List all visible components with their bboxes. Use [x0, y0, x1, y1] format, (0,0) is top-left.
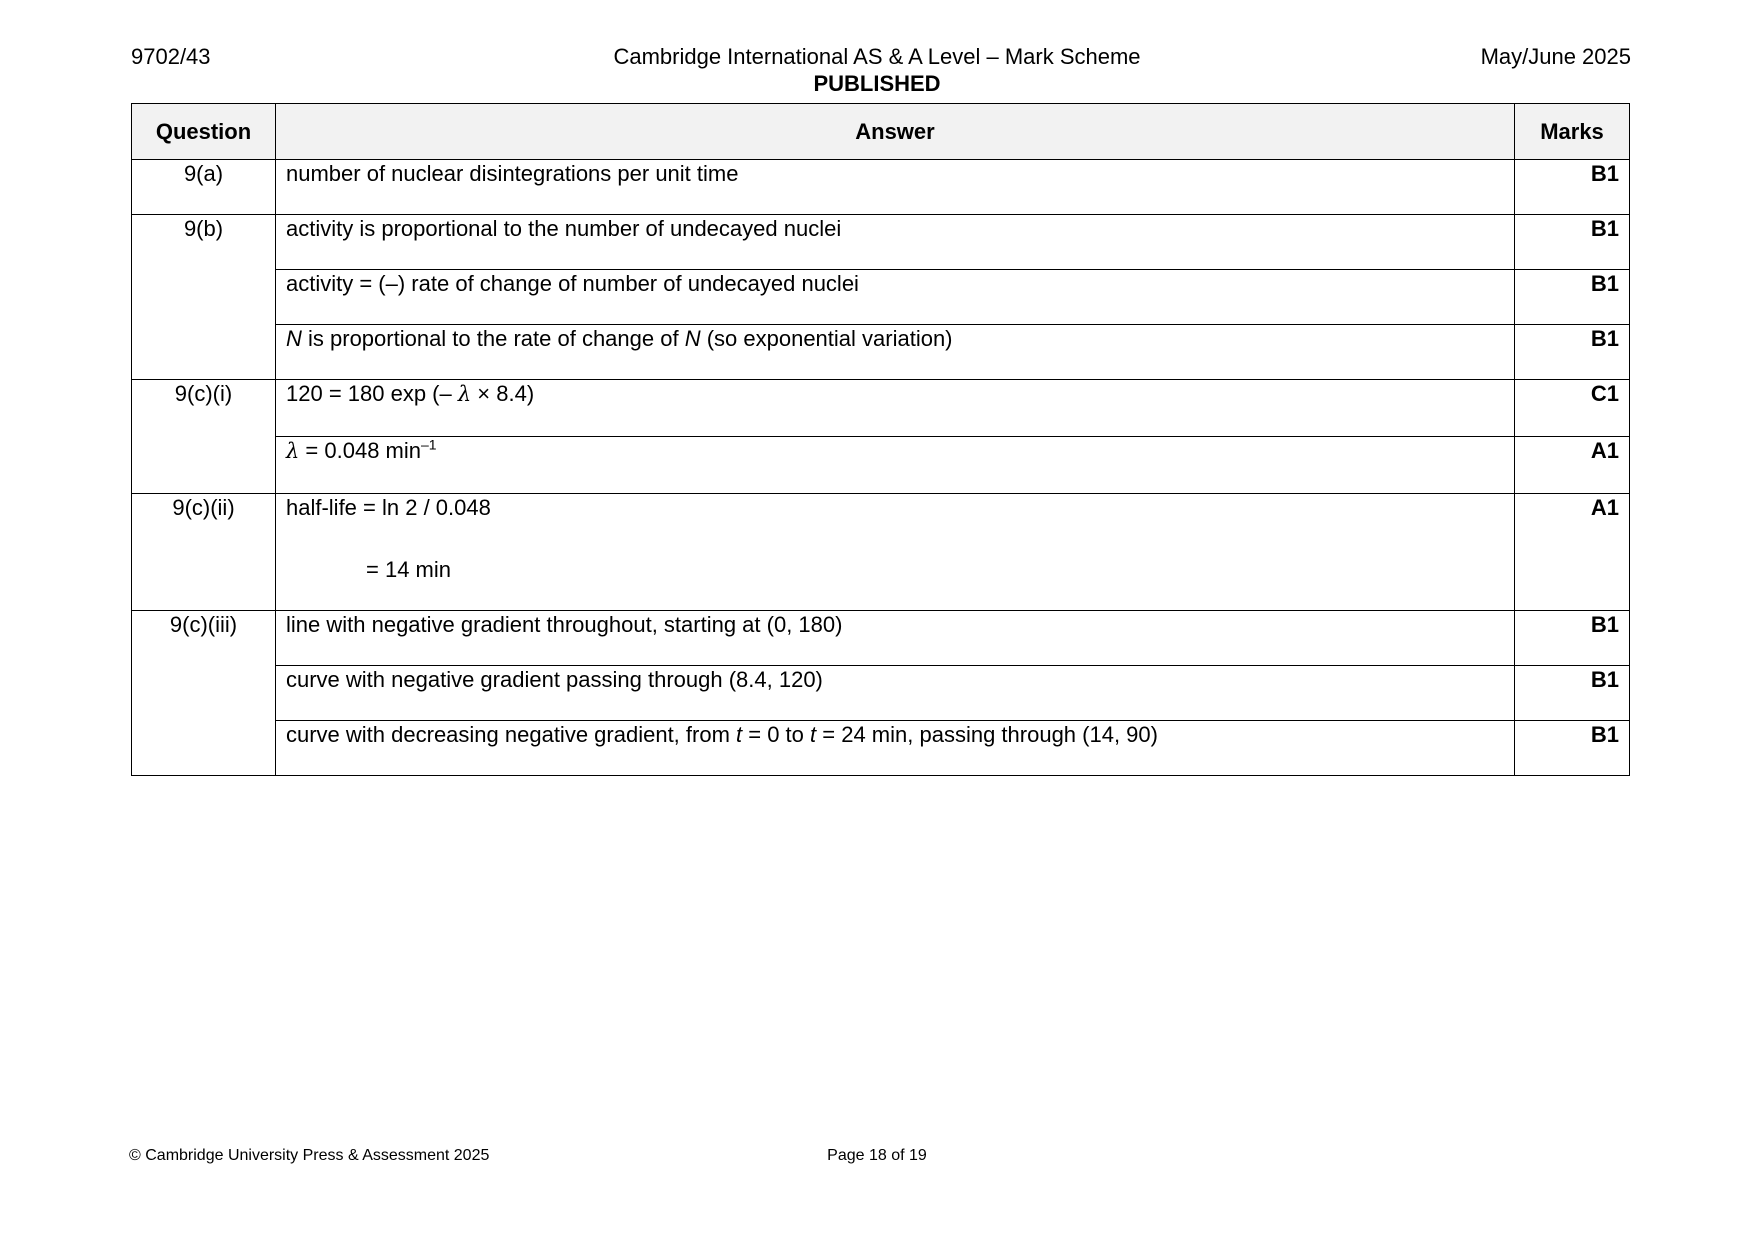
symbol-lambda: λ — [457, 382, 472, 406]
answer-text: half-life = ln 2 / 0.048 = 14 min — [276, 494, 1515, 611]
exam-session: May/June 2025 — [1480, 44, 1631, 69]
table-row — [132, 721, 1630, 776]
mark-code: B1 — [1515, 611, 1630, 666]
table-row — [132, 270, 1630, 325]
answer-result: = 14 min — [366, 557, 451, 582]
exponent: –1 — [421, 436, 437, 453]
answer-text: line with negative gradient throughout, starting at (0, 180) — [276, 611, 1515, 666]
question-number: 9(a) — [132, 160, 276, 215]
answer-text: activity is proportional to the number of undecayed nuclei — [276, 215, 1515, 270]
answer-text: activity = (–) rate of change of number of undecayed nuclei — [276, 270, 1515, 325]
question-number: 9(c)(i) — [132, 380, 276, 494]
answer-text: curve with negative gradient passing through (8.4, 120) — [276, 666, 1515, 721]
mark-code: B1 — [1515, 666, 1630, 721]
question-number: 9(c)(ii) — [132, 494, 276, 611]
mark-code: B1 — [1515, 721, 1630, 776]
table-row — [132, 380, 1630, 437]
document-title: Cambridge International AS & A Level – Mark Scheme — [613, 44, 1141, 69]
symbol-t: t — [736, 722, 743, 747]
symbol-n: N — [286, 326, 302, 351]
question-number: 9(b) — [132, 215, 276, 380]
symbol-n: N — [684, 326, 701, 351]
table-row — [132, 160, 1630, 215]
published-label: PUBLISHED — [813, 71, 941, 96]
answer-text: number of nuclear disintegrations per unit time — [276, 160, 1515, 215]
paper-code: 9702/43 — [131, 44, 211, 69]
table-row — [132, 611, 1630, 666]
answer-text: λ = 0.048 $\min^{-1}$ — [276, 437, 1515, 494]
mark-scheme-table — [131, 103, 1630, 776]
table-row — [132, 666, 1630, 721]
mark-code: C1 — [1515, 380, 1630, 437]
symbol-t: t — [810, 722, 817, 747]
mark-code: A1 — [1515, 494, 1630, 611]
table-row — [132, 325, 1630, 380]
answer-text: curve with decreasing negative gradient, from t = 0 to t = 24 min, passing through (14, 90) — [276, 721, 1515, 776]
answer-column-header: Answer — [276, 104, 1515, 160]
marks-column-header: Marks — [1515, 104, 1630, 160]
question-column-header: Question — [132, 104, 276, 160]
mark-code: B1 — [1515, 215, 1630, 270]
mark-code: B1 — [1515, 270, 1630, 325]
table-row — [132, 494, 1630, 611]
page-number: Page 18 of 19 — [827, 1147, 927, 1164]
question-number: 9(c)(iii) — [132, 611, 276, 776]
mark-code: B1 — [1515, 160, 1630, 215]
mark-code: A1 — [1515, 437, 1630, 494]
symbol-lambda: λ — [286, 439, 300, 463]
answer-text: N is proportional to the rate of change of N (so exponential variation) — [276, 325, 1515, 380]
table-header-row — [132, 104, 1630, 160]
copyright-notice: © Cambridge University Press & Assessment 2025 — [129, 1147, 490, 1164]
table-row — [132, 215, 1630, 270]
answer-text: 120 = 180 exp (– λ × 8.4) — [276, 380, 1515, 437]
mark-code: B1 — [1515, 325, 1630, 380]
table-row — [132, 437, 1630, 494]
